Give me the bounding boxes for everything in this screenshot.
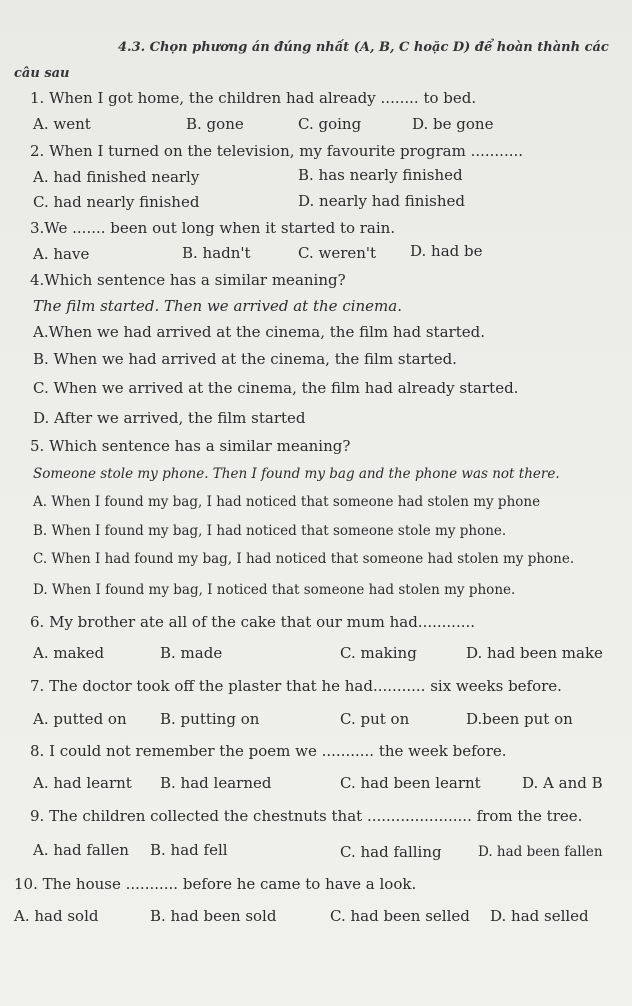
q7-option-b[interactable]: B. putting on [160, 710, 260, 728]
q3-option-d[interactable]: D. had be [410, 242, 483, 260]
q2-option-c[interactable]: C. had nearly finished [33, 193, 200, 211]
question-7-stem: 7. The doctor took off the plaster that he had........... six weeks before. [30, 677, 562, 695]
q5-option-d[interactable]: D. When I found my bag, I noticed that someone had stolen my phone. [33, 582, 516, 598]
q6-option-d[interactable]: D. had been make [466, 644, 603, 662]
question-2-stem: 2. When I turned on the television, my favourite program ........... [30, 142, 524, 160]
q6-option-a[interactable]: A. maked [33, 644, 105, 662]
q10-option-c[interactable]: C. had been selled [330, 907, 470, 925]
exercise-heading: 4.3. Chọn phương án đúng nhất (A, B, C hoặc D) để hoàn thành các [118, 40, 609, 55]
q5-option-c[interactable]: C. When I had found my bag, I had noticed that someone had stolen my phone. [33, 551, 575, 567]
question-6-stem: 6. My brother ate all of the cake that our mum had............ [30, 613, 476, 631]
q10-option-a[interactable]: A. had sold [14, 907, 99, 925]
q8-option-a[interactable]: A. had learnt [33, 774, 132, 792]
q4-option-d[interactable]: D. After we arrived, the film started [33, 409, 306, 427]
exercise-heading-cont: câu sau [14, 66, 70, 81]
q1-option-d[interactable]: D. be gone [412, 115, 494, 133]
q5-option-a[interactable]: A. When I found my bag, I had noticed that someone had stolen my phone [33, 494, 541, 510]
q9-option-a[interactable]: A. had fallen [33, 841, 129, 859]
q5-option-b[interactable]: B. When I found my bag, I had noticed that someone stole my phone. [33, 523, 507, 539]
question-10-stem: 10. The house ........... before he came to have a look. [14, 875, 417, 893]
question-5-prompt: Someone stole my phone. Then I found my bag and the phone was not there. [33, 466, 560, 482]
q8-option-b[interactable]: B. had learned [160, 774, 272, 792]
question-4-stem: 4.Which sentence has a similar meaning? [30, 271, 346, 289]
q9-option-c[interactable]: C. had falling [340, 843, 442, 861]
q8-option-c[interactable]: C. had been learnt [340, 774, 481, 792]
question-4-prompt: The film started. Then we arrived at the cinema. [33, 297, 402, 315]
q2-option-a[interactable]: A. had finished nearly [33, 168, 200, 186]
q9-option-b[interactable]: B. had fell [150, 841, 228, 859]
q7-option-a[interactable]: A. putted on [33, 710, 127, 728]
q3-option-c[interactable]: C. weren't [298, 244, 377, 262]
q1-option-a[interactable]: A. went [33, 115, 91, 133]
question-9-stem: 9. The children collected the chestnuts that ...................... from the tree. [30, 807, 583, 825]
q1-option-c[interactable]: C. going [298, 115, 362, 133]
question-1-stem: 1. When I got home, the children had already ........ to bed. [30, 89, 477, 107]
question-8-stem: 8. I could not remember the poem we ........... the week before. [30, 742, 507, 760]
question-3-stem: 3.We ....... been out long when it started to rain. [30, 219, 396, 237]
q2-option-d[interactable]: D. nearly had finished [298, 192, 465, 210]
q9-option-d[interactable]: D. had been fallen [478, 844, 603, 860]
question-5-stem: 5. Which sentence has a similar meaning? [30, 437, 351, 455]
q4-option-c[interactable]: C. When we arrived at the cinema, the film had already started. [33, 379, 519, 397]
q3-option-a[interactable]: A. have [33, 245, 90, 263]
q7-option-c[interactable]: C. put on [340, 710, 410, 728]
q6-option-c[interactable]: C. making [340, 644, 417, 662]
q10-option-d[interactable]: D. had selled [490, 907, 589, 925]
q4-option-b[interactable]: B. When we had arrived at the cinema, the film started. [33, 350, 457, 368]
q10-option-b[interactable]: B. had been sold [150, 907, 277, 925]
q3-option-b[interactable]: B. hadn't [182, 244, 251, 262]
q7-option-d[interactable]: D.been put on [466, 710, 573, 728]
q1-option-b[interactable]: B. gone [186, 115, 244, 133]
q6-option-b[interactable]: B. made [160, 644, 223, 662]
q8-option-d[interactable]: D. A and B [522, 774, 603, 792]
q2-option-b[interactable]: B. has nearly finished [298, 166, 463, 184]
q4-option-a[interactable]: A.When we had arrived at the cinema, the film had started. [33, 323, 485, 341]
